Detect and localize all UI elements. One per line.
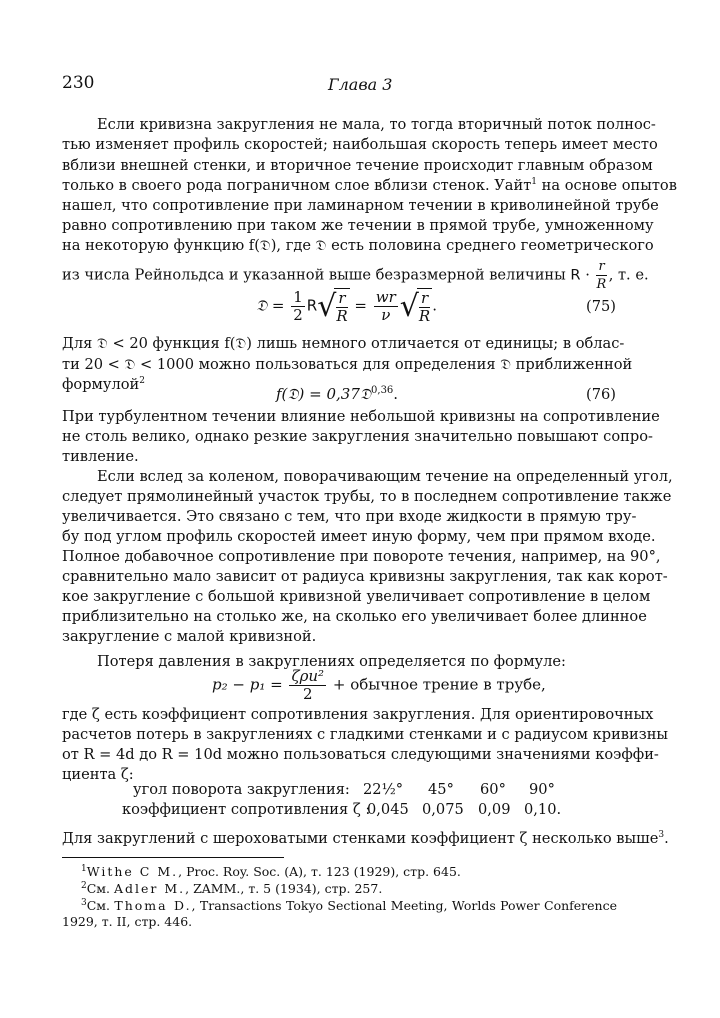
exponent: 0,36 xyxy=(371,385,394,396)
footnote-mark: 1 xyxy=(531,177,538,188)
footnote-text: , Proc. Roy. Soc. (A), т. 123 (1929), стр. 645. xyxy=(178,864,461,879)
text-segment: на некоторую функцию xyxy=(62,237,245,254)
numerator: r xyxy=(336,290,347,308)
eq-tail: + обычное трение в трубе, xyxy=(332,675,546,694)
denominator: 2 xyxy=(293,306,303,324)
equation-pressure-loss xyxy=(212,668,546,703)
text-line: закругление с малой кривизной. xyxy=(62,628,317,645)
denominator: R xyxy=(596,277,607,292)
dot: · xyxy=(585,266,590,284)
text-line: Если вслед за коленом, поворачивающим течение на определенный угол, xyxy=(97,468,673,485)
eq-lhs: 𝔇 = xyxy=(256,296,285,315)
text-segment: Для закруглений с шероховатыми стенками коэффициент ζ несколько выше xyxy=(62,830,659,847)
footnote-mark: 1 xyxy=(81,863,87,874)
text-segment: т. е. xyxy=(617,266,649,284)
symbol-R: R xyxy=(570,266,581,284)
table-cell: 0,045 xyxy=(367,801,409,818)
text-line: бу под углом профиль скоростей имеет иную форму, чем при прямом входе. xyxy=(62,528,656,545)
text-segment: формулой xyxy=(62,376,140,393)
equation-number: (75) xyxy=(586,298,616,315)
equation-75: 𝔇 = $\frac{1}{2}$ R√ $\frac{r}{R}$ = $\frac{wr}{\nu}$ √ $\frac{r}{R}$ . xyxy=(256,288,437,325)
numerator: ζρu² xyxy=(291,667,325,685)
text-line: тивление. xyxy=(62,448,139,465)
text-line: не столь велико, однако резкие закругления значительно повышают сопро- xyxy=(62,428,653,445)
equation-76: f(𝔇) = 0,37𝔇$^{0,36}$. xyxy=(276,385,399,403)
denominator: 2 xyxy=(302,685,313,703)
text-line: где ζ есть коэффициент сопротивления закругления. Для ориентировочных xyxy=(62,706,654,723)
table-cell: 60° xyxy=(480,781,506,798)
text-line xyxy=(62,176,677,196)
numerator: r xyxy=(419,290,430,308)
footnote-3 xyxy=(81,898,617,913)
equation-number: (76) xyxy=(586,386,616,403)
text-line: тью изменяет профиль скоростей; наибольшая скорость теперь имеет место xyxy=(62,136,658,153)
denominator: ν xyxy=(381,306,391,324)
eq-lhs: p₂ − p₁ = xyxy=(212,675,283,694)
fraction-r-R xyxy=(336,290,347,325)
text-line: приблизительно на столько же, на сколько его увеличивает более длинное xyxy=(62,608,647,625)
text-segment: только в своего рода пограничном слое вблизи стенок. Уайт xyxy=(62,177,532,194)
table-cell: 22½° xyxy=(363,781,404,798)
fraction-r-R xyxy=(419,290,430,325)
text-segment: f(𝔇), где 𝔇 есть половина среднего геометрического xyxy=(248,237,654,254)
text-line: нашел, что сопротивление при ламинарном течении в криволинейной трубе xyxy=(62,197,659,214)
text-line: Если кривизна закругления не мала, то тогда вторичный поток полнос- xyxy=(97,116,656,133)
text-line: сравнительно мало зависит от радиуса кривизны закругления, так как корот- xyxy=(62,568,668,585)
footnote-rule xyxy=(62,857,284,858)
text-segment: на основе опытов xyxy=(541,177,677,194)
footnote-mark: 3 xyxy=(81,897,87,908)
eq-formula: f(𝔇) = 0,37𝔇 xyxy=(276,385,372,403)
text-line: следует прямолинейный участок трубы, то в последнем сопротивление также xyxy=(62,488,672,505)
page-number: 230 xyxy=(62,73,95,93)
fraction-r-R xyxy=(596,258,606,293)
table-cell: 45° xyxy=(428,781,454,798)
text-line: кое закругление с большой кривизной увеличивает сопротивление в целом xyxy=(62,588,651,605)
footnote-text: , ZAMM., т. 5 (1934), стр. 257. xyxy=(185,881,383,896)
text-line: от R = 4d до R = 10d можно пользоваться следующими значениями коэффи- xyxy=(62,746,659,763)
footnote-text: , Transactions Tokyo Sectional Meeting, Worlds Power Conference xyxy=(191,898,617,913)
footnote-2 xyxy=(81,881,382,896)
table-cell: 0,09 xyxy=(478,801,511,818)
footnote-mark: 2 xyxy=(139,376,146,387)
fraction-wr-nu xyxy=(374,289,398,324)
sqrt: √ $\frac{r}{R}$ xyxy=(317,289,348,325)
text-line: расчетов потерь в закруглениях с гладкими стенками и с радиусом кривизны xyxy=(62,726,669,743)
denominator: R xyxy=(418,307,431,325)
text-line: Для закруглений с шероховатыми стенками коэффициент ζ несколько выше$^3$. xyxy=(62,830,669,847)
sqrt: √ $\frac{r}{R}$ xyxy=(399,289,431,325)
numerator: 1 xyxy=(293,288,303,306)
table-cell: 0,10. xyxy=(524,801,562,818)
table-row-label: угол поворота закругления: xyxy=(133,781,350,798)
fraction-half xyxy=(291,289,305,324)
numerator: r xyxy=(598,259,605,274)
text-segment: из числа Рейнольдса и указанной выше безразмерной величины xyxy=(62,266,566,284)
footnote-author: Thoma D. xyxy=(114,898,192,913)
footnote-mark: 3 xyxy=(658,830,665,841)
text-line xyxy=(62,236,654,256)
table-cell: 0,075 xyxy=(422,801,464,818)
table-row-label: коэффициент сопротивления ζ : xyxy=(122,801,371,818)
text-line: При турбулентном течении влияние небольшой кривизны на сопротивление xyxy=(62,408,660,425)
text-line: увеличивается. Это связано с тем, что при входе жидкости в прямую тру- xyxy=(62,508,637,525)
text-line: Для 𝔇 < 20 функция f(𝔇) лишь немного отличается от единицы; в облас- xyxy=(62,335,625,352)
text-line: Потеря давления в закруглениях определяется по формуле: xyxy=(97,653,566,670)
footnote-prefix: См. xyxy=(86,881,110,896)
table-cell: 90° xyxy=(529,781,555,798)
text-line: из числа Рейнольдса и указанной выше безразмерной величины R · $\frac{r}{R}$ , т. е. xyxy=(62,259,649,292)
footnote-1 xyxy=(81,864,461,879)
text-line: вблизи внешней стенки, и вторичное течение происходит главным образом xyxy=(62,157,653,174)
symbol-R: R xyxy=(306,296,318,315)
running-head: Глава 3 xyxy=(328,75,393,94)
footnote-author: Adler M. xyxy=(113,881,186,896)
footnote-mark: 2 xyxy=(81,880,87,891)
footnote-3-line2: 1929, т. II, стр. 446. xyxy=(62,914,193,929)
denominator: R xyxy=(336,307,348,325)
text-line: циента ζ: xyxy=(62,766,134,783)
fraction-loss xyxy=(289,668,326,703)
footnote-author: Withe C M. xyxy=(86,864,179,879)
text-line: Полное добавочное сопротивление при повороте течения, например, на 90°, xyxy=(62,548,661,565)
text-line: ти 20 < 𝔇 < 1000 можно пользоваться для определения 𝔇 приближенной xyxy=(62,356,633,373)
text-line: равно сопротивлению при таком же течении в прямой трубе, умноженному xyxy=(62,217,654,234)
footnote-prefix: См. xyxy=(86,898,110,913)
numerator: wr xyxy=(375,288,396,306)
